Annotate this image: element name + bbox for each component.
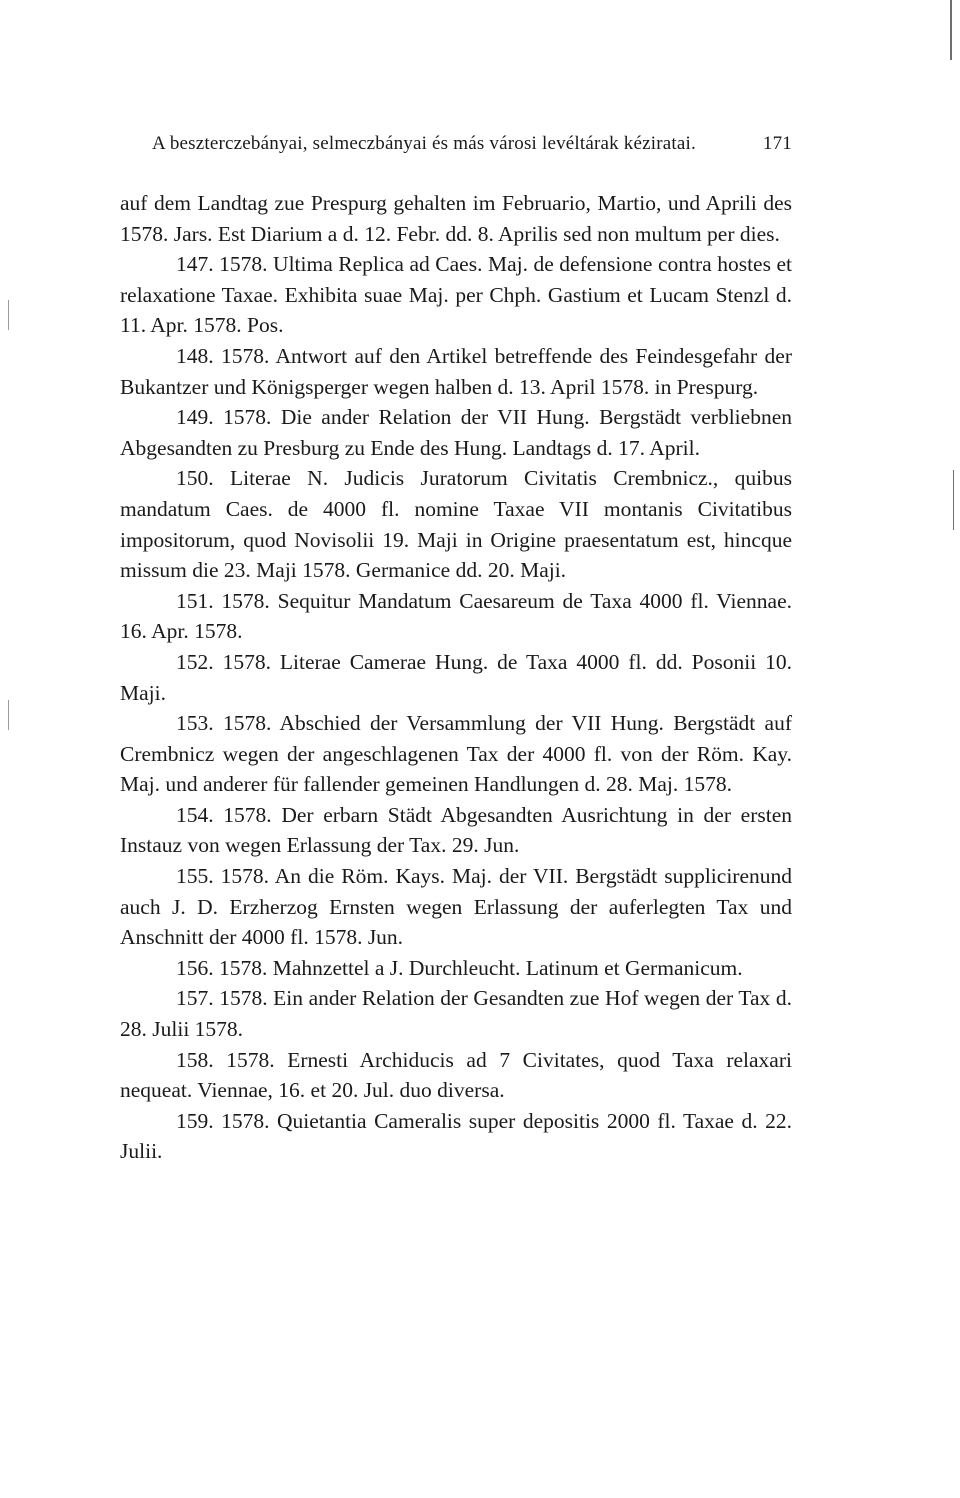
- scan-edge-mark: [950, 0, 952, 60]
- paragraph: 157. 1578. Ein ander Relation der Gesandten zue Hof wegen der Tax d. 28. Julii 1578.: [120, 986, 792, 1042]
- paragraph: 149. 1578. Die ander Relation der VII Hung. Bergstädt verbliebnen Abgesandten zu Presburg zu Ende des Hung. Landtags d. 17. April.: [120, 405, 792, 460]
- paragraph: 154. 1578. Der erbarn Städt Abgesandten Ausrichtung in der ersten Instauz von wegen Erlassung der Tax. 29. Jun.: [120, 802, 792, 858]
- paragraph: 158. 1578. Ernesti Archiducis ad 7 Civitates, quod Taxa relaxari nequeat. Viennae, 16. et 20. Jul. duo diversa.: [120, 1047, 792, 1103]
- running-head-title: A beszterczebányai, selmeczbányai és más városi levéltárak kéziratai.: [152, 133, 696, 154]
- paragraph: 151. 1578. Sequitur Mandatum Caesareum de Taxa 4000 fl. Viennae. 16. Apr. 1578.: [120, 588, 792, 644]
- paragraph: auf dem Landtag zue Prespurg gehalten im Februario, Martio, und Aprili des 1578. Jars. Est Diarium a d. 12. Febr. dd. 8. Aprilis sed non multum per dies.: [120, 191, 792, 246]
- scan-edge-mark: [953, 470, 954, 530]
- paragraph: 153. 1578. Abschied der Versammlung der VII Hung. Bergstädt auf Crembnicz wegen der angeschlagenen Tax der 4000 fl. von der Röm. Kay. Maj. und anderer für fallender gemeinen Handlungen d. 28. Maj. 1578.: [120, 711, 792, 797]
- paragraph: 147. 1578. Ultima Replica ad Caes. Maj. de defensione contra hostes et relaxatione Taxae. Exhibita suae Maj. per Chph. Gastium et Lucam Stenzl d. 11. Apr. 1578. Pos.: [120, 252, 792, 338]
- scan-edge-mark: [8, 300, 9, 330]
- paragraph: 155. 1578. An die Röm. Kays. Maj. der VII. Bergstädt supplicirenund auch J. D. Erzherzog Ernsten wegen Erlassung der auferlegten Tax und Anschnitt der 4000 fl. 1578. Jun.: [120, 864, 792, 950]
- page-number: 171: [762, 133, 792, 154]
- paragraph: 150. Literae N. Judicis Juratorum Civitatis Crembnicz., quibus mandatum Caes. de 4000 fl. nomine Taxae VII montanis Civitatibus impositorum, quod Novisolii 19. Maji in Origine praesentatum est, hincque missum die 23. Maji 1578. Germanice dd. 20. Maji.: [120, 466, 792, 583]
- paragraph: 159. 1578. Quietantia Cameralis super depositis 2000 fl. Taxae d. 22. Julii.: [120, 1108, 792, 1164]
- paragraph: 152. 1578. Literae Camerae Hung. de Taxa 4000 fl. dd. Posonii 10. Maji.: [120, 649, 792, 705]
- paragraph: 148. 1578. Antwort auf den Artikel betreffende des Feindesgefahr der Bukantzer und Königsperger wegen halben d. 13. April 1578. in Prespurg.: [120, 343, 792, 399]
- body-text: [120, 188, 792, 1167]
- scan-edge-mark: [8, 700, 9, 730]
- running-head: [152, 130, 792, 158]
- paragraph: 156. 1578. Mahnzettel a J. Durchleucht. Latinum et Germanicum.: [176, 955, 743, 980]
